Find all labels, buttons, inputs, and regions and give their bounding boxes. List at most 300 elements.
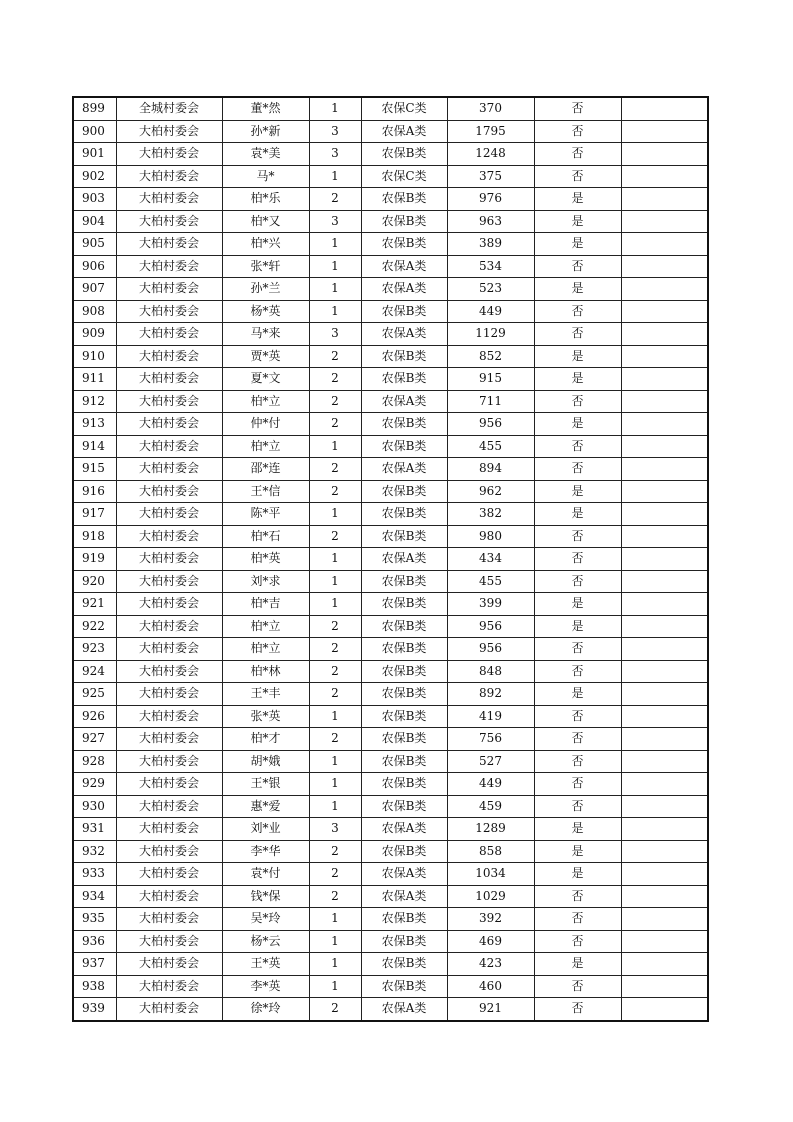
person-name-cell: 徐*玲 [222,998,309,1021]
insurance-type-cell: 农保B类 [361,503,447,526]
household-count-cell: 2 [309,188,361,211]
row-number-cell: 916 [73,480,116,503]
household-count-cell: 1 [309,300,361,323]
household-count-cell: 3 [309,120,361,143]
row-number-cell: 927 [73,728,116,751]
table-row [73,165,708,188]
insurance-type-cell: 农保C类 [361,165,447,188]
table-row [73,413,708,436]
insurance-type-cell: 农保A类 [361,818,447,841]
table-row [73,818,708,841]
household-count-cell: 1 [309,278,361,301]
household-count-cell: 1 [309,548,361,571]
person-name-cell: 李*华 [222,840,309,863]
insurance-type-cell: 农保B类 [361,683,447,706]
household-count-cell: 2 [309,390,361,413]
yes-no-flag-cell: 否 [534,773,621,796]
table-row [73,750,708,773]
row-number-cell: 936 [73,930,116,953]
table-row [73,728,708,751]
table-row [73,323,708,346]
amount-cell: 382 [447,503,534,526]
village-committee-cell: 大柏村委会 [116,885,222,908]
amount-cell: 392 [447,908,534,931]
amount-cell: 956 [447,615,534,638]
insurance-type-cell: 农保B类 [361,660,447,683]
table-row [73,795,708,818]
yes-no-flag-cell: 否 [534,458,621,481]
amount-cell: 1034 [447,863,534,886]
yes-no-flag-cell: 否 [534,998,621,1021]
amount-cell: 375 [447,165,534,188]
row-number-cell: 923 [73,638,116,661]
village-committee-cell: 大柏村委会 [116,503,222,526]
table-row [73,863,708,886]
household-count-cell: 1 [309,435,361,458]
remarks-cell [621,705,708,728]
remarks-cell [621,480,708,503]
yes-no-flag-cell: 是 [534,615,621,638]
household-count-cell: 1 [309,953,361,976]
person-name-cell: 柏*立 [222,638,309,661]
household-count-cell: 1 [309,773,361,796]
insurance-type-cell: 农保B类 [361,570,447,593]
person-name-cell: 张*英 [222,705,309,728]
insurance-type-cell: 农保B类 [361,975,447,998]
amount-cell: 848 [447,660,534,683]
yes-no-flag-cell: 否 [534,300,621,323]
village-committee-cell: 大柏村委会 [116,908,222,931]
table-row [73,953,708,976]
insurance-type-cell: 农保A类 [361,390,447,413]
table-row [73,908,708,931]
remarks-cell [621,795,708,818]
person-name-cell: 王*丰 [222,683,309,706]
amount-cell: 449 [447,300,534,323]
row-number-cell: 922 [73,615,116,638]
household-count-cell: 2 [309,728,361,751]
table-row [73,548,708,571]
table-row [73,435,708,458]
amount-cell: 455 [447,570,534,593]
yes-no-flag-cell: 否 [534,885,621,908]
person-name-cell: 柏*兴 [222,233,309,256]
row-number-cell: 905 [73,233,116,256]
remarks-cell [621,750,708,773]
row-number-cell: 935 [73,908,116,931]
yes-no-flag-cell: 否 [534,97,621,120]
insurance-type-cell: 农保B类 [361,930,447,953]
person-name-cell: 吴*玲 [222,908,309,931]
yes-no-flag-cell: 是 [534,863,621,886]
village-committee-cell: 大柏村委会 [116,143,222,166]
insurance-type-cell: 农保B类 [361,188,447,211]
insurance-type-cell: 农保B类 [361,638,447,661]
remarks-cell [621,390,708,413]
village-committee-cell: 大柏村委会 [116,683,222,706]
amount-cell: 523 [447,278,534,301]
remarks-cell [621,413,708,436]
yes-no-flag-cell: 是 [534,953,621,976]
household-count-cell: 2 [309,368,361,391]
yes-no-flag-cell: 否 [534,908,621,931]
row-number-cell: 919 [73,548,116,571]
table-row [73,368,708,391]
row-number-cell: 930 [73,795,116,818]
table-row [73,120,708,143]
household-count-cell: 1 [309,908,361,931]
yes-no-flag-cell: 否 [534,660,621,683]
yes-no-flag-cell: 否 [534,165,621,188]
person-name-cell: 柏*英 [222,548,309,571]
row-number-cell: 934 [73,885,116,908]
table-row [73,660,708,683]
person-name-cell: 柏*才 [222,728,309,751]
household-count-cell: 1 [309,255,361,278]
yes-no-flag-cell: 否 [534,435,621,458]
table-row [73,255,708,278]
person-name-cell: 柏*林 [222,660,309,683]
person-name-cell: 李*英 [222,975,309,998]
row-number-cell: 904 [73,210,116,233]
yes-no-flag-cell: 是 [534,840,621,863]
household-count-cell: 2 [309,458,361,481]
row-number-cell: 920 [73,570,116,593]
amount-cell: 956 [447,413,534,436]
amount-cell: 756 [447,728,534,751]
village-committee-cell: 大柏村委会 [116,998,222,1021]
person-name-cell: 刘*业 [222,818,309,841]
row-number-cell: 921 [73,593,116,616]
village-committee-cell: 大柏村委会 [116,390,222,413]
table-row [73,480,708,503]
amount-cell: 1029 [447,885,534,908]
yes-no-flag-cell: 否 [534,570,621,593]
table-row [73,345,708,368]
yes-no-flag-cell: 是 [534,413,621,436]
yes-no-flag-cell: 否 [534,795,621,818]
household-count-cell: 2 [309,638,361,661]
table-row [73,525,708,548]
village-committee-cell: 全城村委会 [116,97,222,120]
remarks-cell [621,638,708,661]
person-name-cell: 马* [222,165,309,188]
insurance-type-cell: 农保B类 [361,593,447,616]
person-name-cell: 柏*又 [222,210,309,233]
row-number-cell: 906 [73,255,116,278]
row-number-cell: 939 [73,998,116,1021]
household-count-cell: 1 [309,503,361,526]
village-committee-cell: 大柏村委会 [116,120,222,143]
person-name-cell: 柏*立 [222,435,309,458]
yes-no-flag-cell: 是 [534,593,621,616]
amount-cell: 370 [447,97,534,120]
row-number-cell: 899 [73,97,116,120]
person-name-cell: 马*来 [222,323,309,346]
person-name-cell: 董*然 [222,97,309,120]
village-committee-cell: 大柏村委会 [116,458,222,481]
person-name-cell: 王*信 [222,480,309,503]
household-count-cell: 2 [309,345,361,368]
remarks-cell [621,953,708,976]
table-row [73,885,708,908]
insurance-type-cell: 农保B类 [361,705,447,728]
village-committee-cell: 大柏村委会 [116,525,222,548]
table-row [73,458,708,481]
person-name-cell: 柏*吉 [222,593,309,616]
yes-no-flag-cell: 否 [534,390,621,413]
amount-cell: 915 [447,368,534,391]
amount-cell: 962 [447,480,534,503]
table-row [73,840,708,863]
household-count-cell: 1 [309,570,361,593]
row-number-cell: 933 [73,863,116,886]
insurance-type-cell: 农保A类 [361,458,447,481]
row-number-cell: 926 [73,705,116,728]
person-name-cell: 仲*付 [222,413,309,436]
table-row [73,233,708,256]
row-number-cell: 914 [73,435,116,458]
insurance-type-cell: 农保B类 [361,795,447,818]
row-number-cell: 937 [73,953,116,976]
insurance-type-cell: 农保A类 [361,278,447,301]
remarks-cell [621,683,708,706]
row-number-cell: 903 [73,188,116,211]
row-number-cell: 913 [73,413,116,436]
remarks-cell [621,908,708,931]
person-name-cell: 杨*云 [222,930,309,953]
row-number-cell: 918 [73,525,116,548]
person-name-cell: 孙*新 [222,120,309,143]
person-name-cell: 夏*文 [222,368,309,391]
remarks-cell [621,773,708,796]
yes-no-flag-cell: 是 [534,345,621,368]
village-committee-cell: 大柏村委会 [116,638,222,661]
village-committee-cell: 大柏村委会 [116,975,222,998]
beneficiary-table [72,96,709,1022]
yes-no-flag-cell: 否 [534,728,621,751]
table-row [73,278,708,301]
household-count-cell: 1 [309,750,361,773]
row-number-cell: 909 [73,323,116,346]
remarks-cell [621,548,708,571]
remarks-cell [621,368,708,391]
village-committee-cell: 大柏村委会 [116,323,222,346]
amount-cell: 459 [447,795,534,818]
amount-cell: 892 [447,683,534,706]
person-name-cell: 钱*保 [222,885,309,908]
amount-cell: 419 [447,705,534,728]
insurance-type-cell: 农保B类 [361,840,447,863]
person-name-cell: 孙*兰 [222,278,309,301]
remarks-cell [621,345,708,368]
person-name-cell: 王*英 [222,953,309,976]
row-number-cell: 901 [73,143,116,166]
village-committee-cell: 大柏村委会 [116,795,222,818]
row-number-cell: 931 [73,818,116,841]
village-committee-cell: 大柏村委会 [116,548,222,571]
insurance-type-cell: 农保C类 [361,97,447,120]
remarks-cell [621,525,708,548]
row-number-cell: 912 [73,390,116,413]
table-row [73,615,708,638]
insurance-type-cell: 农保B类 [361,908,447,931]
household-count-cell: 1 [309,975,361,998]
yes-no-flag-cell: 否 [534,975,621,998]
row-number-cell: 929 [73,773,116,796]
row-number-cell: 911 [73,368,116,391]
insurance-type-cell: 农保B类 [361,615,447,638]
amount-cell: 1289 [447,818,534,841]
remarks-cell [621,323,708,346]
row-number-cell: 910 [73,345,116,368]
row-number-cell: 902 [73,165,116,188]
yes-no-flag-cell: 否 [534,548,621,571]
household-count-cell: 1 [309,165,361,188]
village-committee-cell: 大柏村委会 [116,930,222,953]
person-name-cell: 邵*连 [222,458,309,481]
amount-cell: 434 [447,548,534,571]
row-number-cell: 932 [73,840,116,863]
table-row [73,503,708,526]
remarks-cell [621,998,708,1021]
row-number-cell: 900 [73,120,116,143]
person-name-cell: 袁*美 [222,143,309,166]
row-number-cell: 925 [73,683,116,706]
remarks-cell [621,863,708,886]
insurance-type-cell: 农保B类 [361,773,447,796]
remarks-cell [621,615,708,638]
household-count-cell: 3 [309,323,361,346]
amount-cell: 921 [447,998,534,1021]
person-name-cell: 柏*石 [222,525,309,548]
household-count-cell: 2 [309,998,361,1021]
remarks-cell [621,300,708,323]
household-count-cell: 2 [309,480,361,503]
remarks-cell [621,593,708,616]
village-committee-cell: 大柏村委会 [116,705,222,728]
village-committee-cell: 大柏村委会 [116,818,222,841]
household-count-cell: 2 [309,615,361,638]
remarks-cell [621,728,708,751]
remarks-cell [621,570,708,593]
village-committee-cell: 大柏村委会 [116,773,222,796]
table-row [73,998,708,1021]
amount-cell: 1795 [447,120,534,143]
insurance-type-cell: 农保A类 [361,255,447,278]
household-count-cell: 2 [309,660,361,683]
village-committee-cell: 大柏村委会 [116,210,222,233]
household-count-cell: 2 [309,863,361,886]
person-name-cell: 张*轩 [222,255,309,278]
village-committee-cell: 大柏村委会 [116,863,222,886]
remarks-cell [621,435,708,458]
amount-cell: 449 [447,773,534,796]
household-count-cell: 3 [309,818,361,841]
row-number-cell: 907 [73,278,116,301]
amount-cell: 527 [447,750,534,773]
household-count-cell: 3 [309,210,361,233]
village-committee-cell: 大柏村委会 [116,435,222,458]
village-committee-cell: 大柏村委会 [116,345,222,368]
amount-cell: 1129 [447,323,534,346]
remarks-cell [621,458,708,481]
insurance-type-cell: 农保B类 [361,435,447,458]
yes-no-flag-cell: 是 [534,368,621,391]
table-row [73,773,708,796]
yes-no-flag-cell: 是 [534,818,621,841]
remarks-cell [621,188,708,211]
village-committee-cell: 大柏村委会 [116,728,222,751]
person-name-cell: 柏*立 [222,615,309,638]
household-count-cell: 2 [309,840,361,863]
yes-no-flag-cell: 是 [534,210,621,233]
remarks-cell [621,255,708,278]
remarks-cell [621,930,708,953]
yes-no-flag-cell: 否 [534,705,621,728]
remarks-cell [621,278,708,301]
village-committee-cell: 大柏村委会 [116,593,222,616]
remarks-cell [621,143,708,166]
yes-no-flag-cell: 是 [534,188,621,211]
remarks-cell [621,165,708,188]
table-row [73,390,708,413]
yes-no-flag-cell: 否 [534,255,621,278]
amount-cell: 469 [447,930,534,953]
remarks-cell [621,885,708,908]
row-number-cell: 928 [73,750,116,773]
amount-cell: 980 [447,525,534,548]
amount-cell: 858 [447,840,534,863]
household-count-cell: 1 [309,97,361,120]
remarks-cell [621,210,708,233]
amount-cell: 460 [447,975,534,998]
amount-cell: 852 [447,345,534,368]
village-committee-cell: 大柏村委会 [116,615,222,638]
row-number-cell: 938 [73,975,116,998]
row-number-cell: 924 [73,660,116,683]
person-name-cell: 陈*平 [222,503,309,526]
insurance-type-cell: 农保B类 [361,728,447,751]
household-count-cell: 2 [309,683,361,706]
yes-no-flag-cell: 否 [534,525,621,548]
table-row [73,143,708,166]
household-count-cell: 1 [309,593,361,616]
table-row [73,210,708,233]
amount-cell: 894 [447,458,534,481]
village-committee-cell: 大柏村委会 [116,660,222,683]
yes-no-flag-cell: 否 [534,323,621,346]
yes-no-flag-cell: 否 [534,930,621,953]
insurance-type-cell: 农保B类 [361,143,447,166]
table-row [73,930,708,953]
table-row [73,683,708,706]
amount-cell: 455 [447,435,534,458]
amount-cell: 963 [447,210,534,233]
table-row [73,300,708,323]
table-body [73,97,708,1021]
insurance-type-cell: 农保B类 [361,368,447,391]
remarks-cell [621,818,708,841]
village-committee-cell: 大柏村委会 [116,165,222,188]
household-count-cell: 1 [309,795,361,818]
household-count-cell: 3 [309,143,361,166]
village-committee-cell: 大柏村委会 [116,188,222,211]
yes-no-flag-cell: 否 [534,638,621,661]
village-committee-cell: 大柏村委会 [116,300,222,323]
insurance-type-cell: 农保B类 [361,300,447,323]
yes-no-flag-cell: 是 [534,278,621,301]
